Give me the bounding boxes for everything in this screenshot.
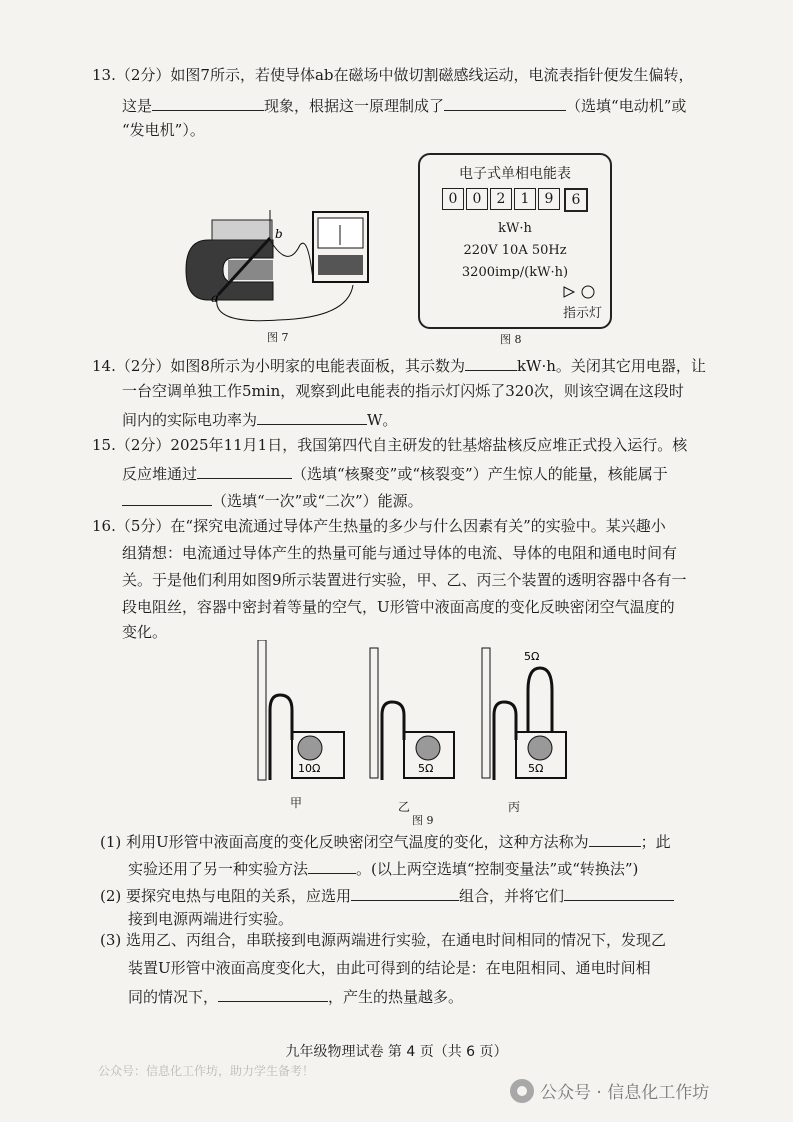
sub3-text-b: ，产生的热量越多。 <box>328 988 464 1006</box>
sub3-text-a: 同的情况下， <box>128 988 219 1006</box>
q15-text-a: 反应堆通过 <box>122 465 198 483</box>
label-yi: 乙 <box>398 800 411 814</box>
q15-blank-1[interactable] <box>197 462 292 479</box>
external-resistor <box>528 668 552 732</box>
resistor-value-bing: 5Ω <box>528 762 544 775</box>
resistor-value-yi: 5Ω <box>418 762 434 775</box>
q13-blank-1[interactable] <box>152 94 264 111</box>
q15-line1: 15.（2分）2025年11月1日，我国第四代自主研发的钍基熔盐核反应堆正式投入运行。核 <box>92 436 688 454</box>
sub2-line2: 接到电源两端进行实验。 <box>128 910 294 928</box>
q16-line1: 16.（5分）在“探究电流通过导体产生热量的多少与什么因素有关”的实验中。某兴趣小 <box>92 517 666 535</box>
q13-line3: “发电机”）。 <box>122 121 205 139</box>
sub3-line3 <box>128 985 463 1007</box>
q13-text-a: 这是 <box>122 97 153 115</box>
q13-text-c: （选填“电动机”或 <box>566 97 687 115</box>
q15-text-c: （选填“一次”或“二次”）能源。 <box>212 492 423 510</box>
sub2-text-b: 组合，并将它们 <box>459 887 565 905</box>
apparatus-jia <box>258 640 344 780</box>
meter-digit: 2 <box>490 188 512 210</box>
sub1-text-c: 实验还用了另一种实验方法 <box>128 860 309 878</box>
scale-jia <box>258 640 266 780</box>
sub3-line2: 装置U形管中液面高度变化大，由此可得到的结论是：在电阻相同、通电时间相 <box>128 959 651 977</box>
label-bing: 丙 <box>508 800 521 814</box>
u-tube-yi <box>382 702 404 780</box>
q16-line3: 关。于是他们利用如图9所示装置进行实验，甲、乙、丙三个装置的透明容器中各有一 <box>122 571 687 589</box>
sub3-line1: (3) 选用乙、丙组合，串联接到电源两端进行实验，在通电时间相同的情况下，发现乙 <box>100 931 667 949</box>
meter-constant: 3200imp/(kW·h) <box>461 265 569 280</box>
q13-blank-2[interactable] <box>444 94 566 111</box>
q14-blank-1[interactable] <box>465 354 517 371</box>
page-footer: 九年级物理试卷 第 4 页（共 6 页） <box>285 1044 508 1060</box>
u-tube-jia <box>270 695 292 780</box>
q16-line4: 段电阻丝，容器中密封着等量的空气，U形管中液面高度的变化反映密闭空气温度的 <box>122 598 675 616</box>
ammeter-base <box>318 255 363 275</box>
label-b: b <box>275 227 283 241</box>
meter-digit: 0 <box>442 188 464 210</box>
sub2-text-a: (2) 要探究电热与电阻的关系，应选用 <box>100 887 352 905</box>
meter-digit: 1 <box>514 188 536 210</box>
meter-digit: 0 <box>466 188 488 210</box>
indicator-label: 指示灯 <box>562 306 602 321</box>
q15-text-b: （选填“核聚变”或“核裂变”）产生惊人的能量，核能属于 <box>292 465 668 483</box>
external-resistor-value: 5Ω <box>524 650 540 663</box>
watermark-left: 公众号：信息化工作坊，助力学生备考！ <box>98 1064 315 1078</box>
resistor-value-jia: 10Ω <box>298 762 321 775</box>
figure-9 <box>240 640 570 820</box>
label-a: a <box>211 291 219 305</box>
meter-digit-decimal: 6 <box>564 188 588 212</box>
q14-text-a: 14.（2分）如图8所示为小明家的电能表面板，其示数为 <box>92 357 465 375</box>
figure-8-caption: 图 8 <box>500 333 522 346</box>
apparatus-yi <box>370 648 454 780</box>
sub2-blank-1[interactable] <box>351 884 459 901</box>
figure-7 <box>178 200 393 325</box>
wechat-icon <box>510 1079 534 1103</box>
sub1-text-a: (1) 利用U形管中液面高度的变化反映密闭空气温度的变化，这种方法称为 <box>100 833 589 851</box>
q14-text-c: 间内的实际电功率为 <box>122 411 258 429</box>
figure-7-caption: 图 7 <box>267 331 289 344</box>
indicator-icon <box>562 285 598 299</box>
resistor-coil-jia <box>298 736 322 760</box>
meter-digits <box>442 188 590 212</box>
q16-line5: 变化。 <box>122 623 168 641</box>
q14-text-b: kW·h。关闭其它用电器，让 <box>516 357 706 375</box>
q14-line1 <box>92 354 706 376</box>
label-jia: 甲 <box>290 796 303 810</box>
meter-digit: 9 <box>538 188 560 210</box>
q13-line2 <box>122 94 686 116</box>
q13-text-b: 现象，根据这一原理制成了 <box>264 97 445 115</box>
energy-meter-panel <box>418 153 612 329</box>
q14-blank-2[interactable] <box>257 408 367 425</box>
sub1-line1 <box>100 830 671 852</box>
q15-line3 <box>122 489 423 511</box>
sub1-text-d: 。(以上两空选填“控制变量法”或“转换法”) <box>356 860 639 878</box>
q15-blank-2[interactable] <box>122 489 212 506</box>
resistor-coil-bing <box>528 736 552 760</box>
resistor-coil-yi <box>416 736 440 760</box>
q15-line2 <box>122 462 668 484</box>
sub1-line2 <box>128 857 638 879</box>
q14-line3 <box>122 408 397 430</box>
meter-unit: kW·h <box>498 221 532 236</box>
scale-bing <box>482 648 490 778</box>
meter-rating: 220V 10A 50Hz <box>463 243 567 258</box>
sub1-blank-2[interactable] <box>308 857 356 874</box>
sub2-blank-2[interactable] <box>564 884 674 901</box>
sub1-text-b: ；此 <box>640 833 671 851</box>
q14-text-d: W。 <box>367 411 398 429</box>
watermark-right <box>510 1078 709 1103</box>
apparatus-bing <box>482 648 566 780</box>
sub3-blank-1[interactable] <box>218 985 328 1002</box>
scale-yi <box>370 648 378 778</box>
q14-line2: 一台空调单独工作5min，观察到此电能表的指示灯闪烁了320次，则该空调在这段时 <box>122 382 684 400</box>
watermark-right-text: 公众号 · 信息化工作坊 <box>540 1083 710 1103</box>
q13-line1: 13.（2分）如图7所示，若使导体ab在磁场中做切割磁感线运动，电流表指针便发生偏转， <box>92 66 694 84</box>
u-tube-bing <box>494 702 516 780</box>
figure-9-caption: 图 9 <box>412 814 434 827</box>
q16-line2: 组猜想：电流通过导体产生的热量可能与通过导体的电流、导体的电阻和通电时间有 <box>122 544 678 562</box>
sub2-line1 <box>100 884 674 906</box>
sub1-blank-1[interactable] <box>589 830 641 847</box>
magnet-top <box>212 220 272 240</box>
meter-title: 电子式单相电能表 <box>459 166 571 182</box>
